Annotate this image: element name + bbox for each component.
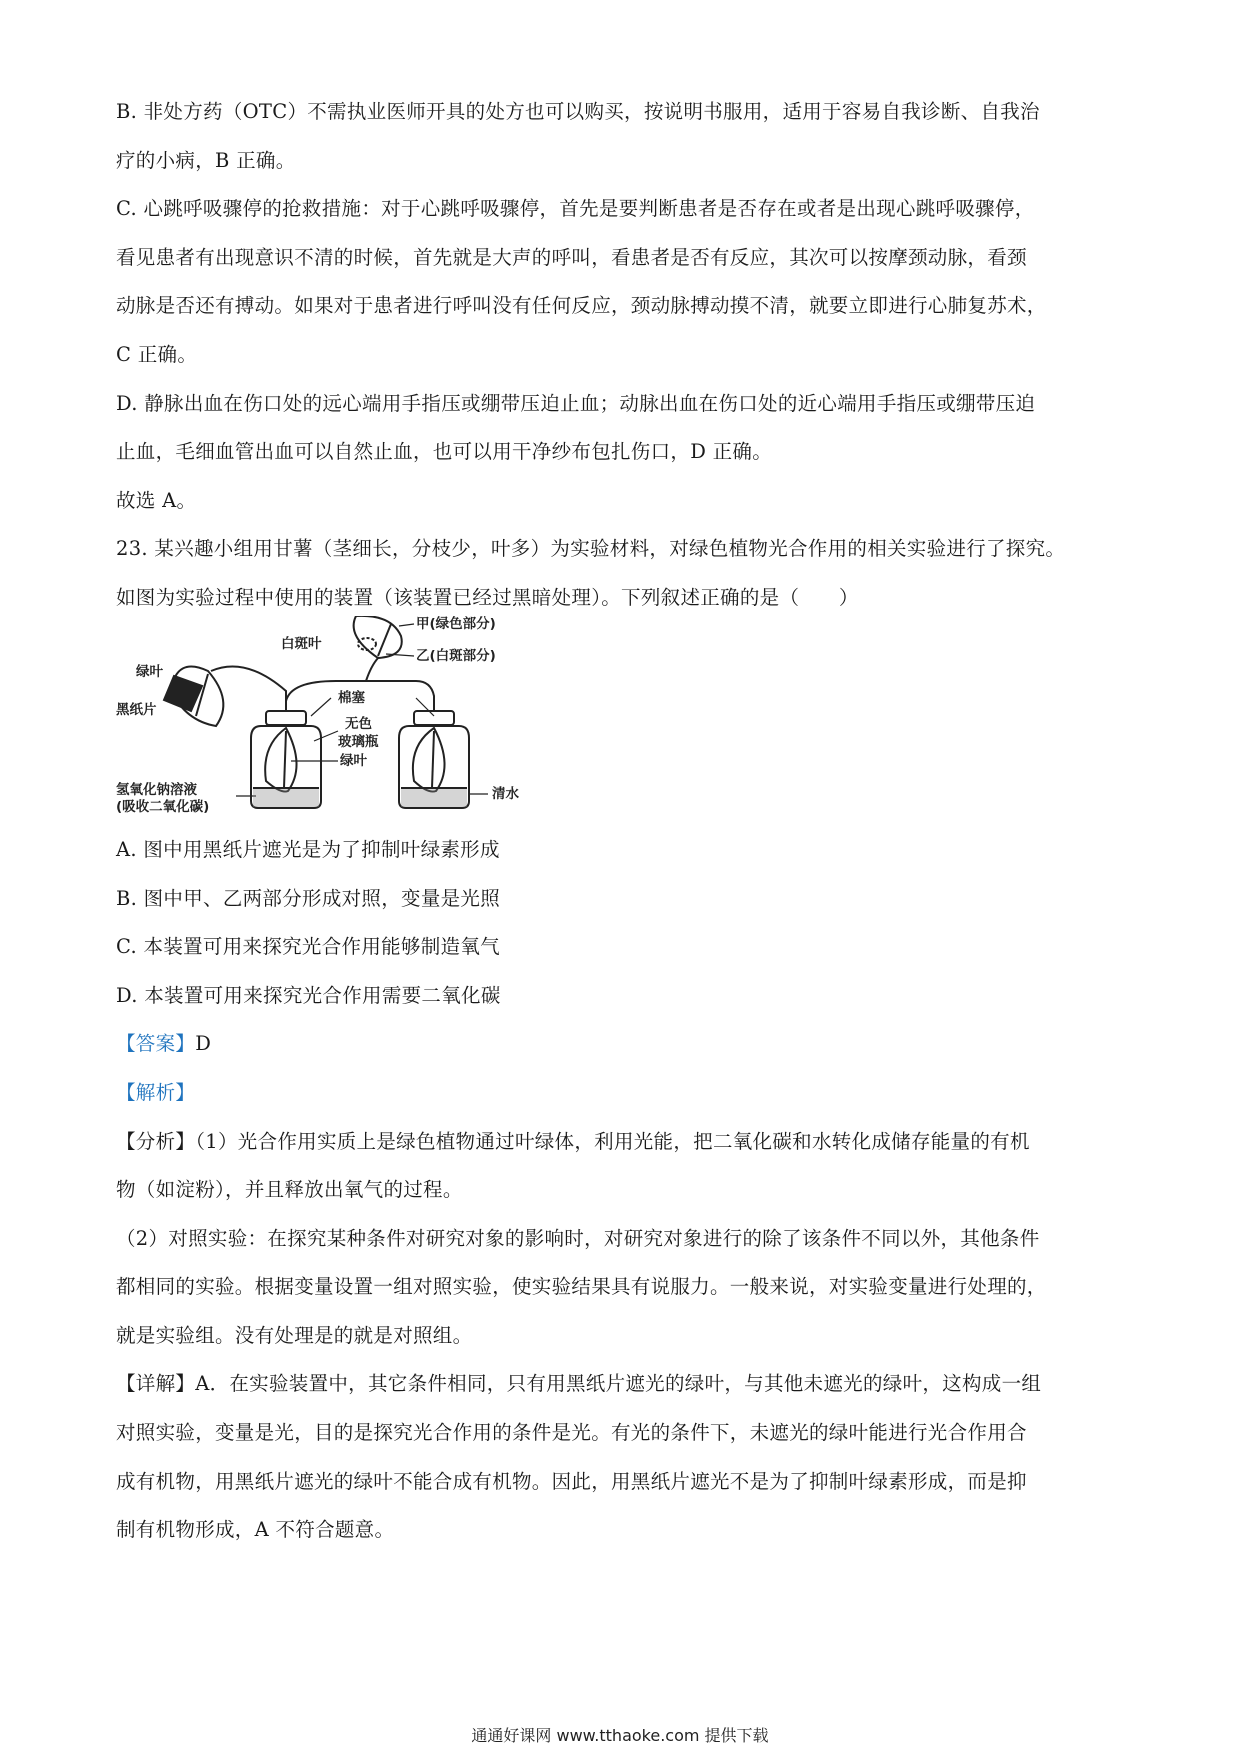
label-glass-bottle: 玻璃瓶: [338, 733, 379, 750]
analysis-text: 物（如淀粉），并且释放出氧气的过程。: [116, 1178, 463, 1202]
label-colorless: 无色: [345, 715, 372, 732]
analysis-text: （2）对照实验：在探究某种条件对研究对象的影响时，对研究对象进行的除了该条件不同以外，其他条件: [116, 1226, 1040, 1250]
text-line: B. 非处方药（OTC）不需执业医师开具的处方也可以购买，按说明书服用，适用于容易自我诊断、自我治: [116, 100, 1040, 123]
analysis-text: 就是实验组。没有处理是的就是对照组。: [116, 1323, 473, 1347]
answer-line: [116, 1032, 1126, 1056]
text-line: C 正确。: [116, 342, 198, 366]
analysis-text: 制有机物形成，A 不符合题意。: [116, 1518, 395, 1542]
analysis-line: [116, 1372, 1126, 1396]
analysis-line: [116, 1470, 1126, 1494]
analysis-line: [116, 1130, 1126, 1154]
text-line: 止血，毛细血管出血可以自然止血，也可以用干净纱布包扎伤口，D 正确。: [116, 440, 773, 464]
section-tag: 【详解】: [116, 1372, 196, 1396]
option-c: C. 本装置可用来探究光合作用能够制造氧气: [116, 935, 500, 959]
analysis-line: [116, 1275, 1126, 1299]
text-line: C. 心跳呼吸骤停的抢救措施：对于心跳呼吸骤停，首先是要判断患者是否存在或者是出现心跳呼吸骤停，: [116, 197, 1035, 221]
analysis-line: [116, 1227, 1126, 1251]
analysis-line: [116, 1324, 1126, 1348]
analysis-tag: 【解析】: [116, 1080, 196, 1104]
label-green-leaf-left: 绿叶: [136, 663, 163, 680]
analysis-text: 对照实验，变量是光，目的是探究光合作用的条件是光。有光的条件下，未遮光的绿叶能进行光合作用合: [116, 1421, 1027, 1445]
option-b: B. 图中甲、乙两部分形成对照，变量是光照: [116, 886, 501, 910]
text-line: D. 静脉出血在伤口处的远心端用手指压或绷带压迫止血；动脉出血在伤口处的近心端用手指压或绷带压迫: [116, 391, 1036, 415]
label-clear-water: 清水: [492, 785, 519, 802]
label-green-leaf-bottle: 绿叶: [340, 752, 367, 769]
analysis-line: [116, 1421, 1126, 1445]
label-cotton-plug: 棉塞: [338, 689, 365, 706]
question-stem: 23. 某兴趣小组用甘薯（茎细长，分枝少，叶多）为实验材料，对绿色植物光合作用的相关实验进行了探究。: [116, 537, 1066, 561]
section-tag: 【分析】: [116, 1129, 196, 1153]
analysis-line: [116, 1178, 1126, 1202]
label-black-paper: 黑纸片: [116, 701, 157, 718]
answer-value: D: [195, 1032, 212, 1056]
question-stem: 如图为实验过程中使用的装置（该装置已经过黑暗处理）。下列叙述正确的是（ ）: [116, 585, 859, 609]
text-line: 动脉是否还有搏动。如果对于患者进行呼叫没有任何反应，颈动脉搏动摸不清，就要立即进行心肺复苏术，: [116, 294, 1047, 318]
option-a: A. 图中用黑纸片遮光是为了抑制叶绿素形成: [116, 837, 500, 861]
label-jia: 甲(绿色部分): [416, 615, 496, 632]
document-body: [116, 100, 1126, 1567]
analysis-line: [116, 1518, 1126, 1542]
label-naoh-note: (吸收二氧化碳): [116, 798, 210, 815]
page-footer: 通通好课网 www.tthaoke.com 提供下载: [471, 1726, 769, 1745]
analysis-heading: [116, 1081, 1126, 1105]
analysis-text: （1）光合作用实质上是绿色植物通过叶绿体，利用光能，把二氧化碳和水转化成储存能量的有机: [195, 1129, 1030, 1153]
analysis-text: A．在实验装置中，其它条件相同，只有用黑纸片遮光的绿叶，与其他未遮光的绿叶，这构成一组: [195, 1372, 1042, 1396]
text-line: 看见患者有出现意识不清的时候，首先就是大声的呼叫，看患者是否有反应，其次可以按摩颈动脉，看颈: [116, 245, 1027, 269]
text-line: 故选 A。: [116, 488, 197, 512]
answer-tag: 【答案】: [116, 1032, 196, 1056]
analysis-text: 都相同的实验。根据变量设置一组对照实验，使实验结果具有说服力。一般来说，对实验变量进行处理的，: [116, 1275, 1047, 1299]
option-d: D. 本装置可用来探究光合作用需要二氧化碳: [116, 983, 501, 1007]
label-yi: 乙(白斑部分): [416, 647, 496, 664]
text-line: 疗的小病，B 正确。: [116, 148, 296, 172]
label-naoh: 氢氧化钠溶液: [116, 781, 197, 798]
label-baiban-leaf: 白斑叶: [281, 635, 322, 652]
analysis-text: 成有机物，用黑纸片遮光的绿叶不能合成有机物。因此，用黑纸片遮光不是为了抑制叶绿素形成，而是抑: [116, 1469, 1027, 1493]
experiment-apparatus-figure: [116, 616, 586, 816]
